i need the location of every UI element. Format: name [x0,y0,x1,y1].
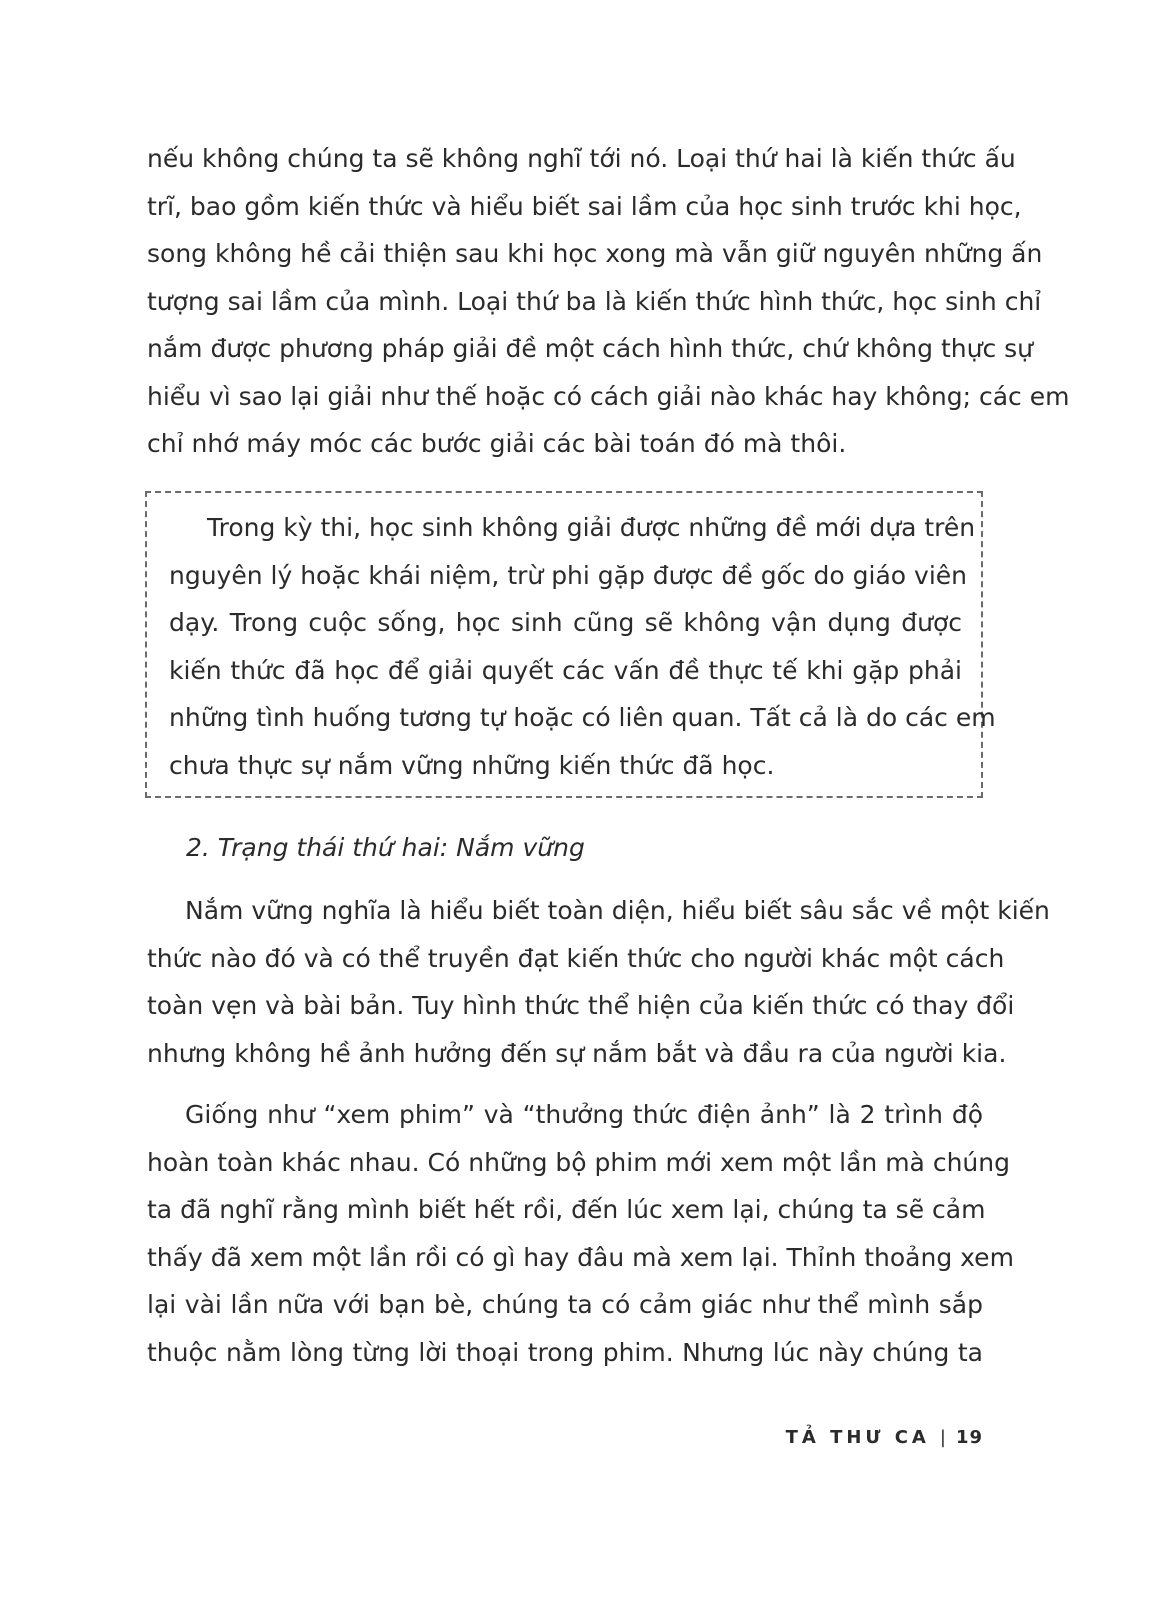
callout-line: Trong kỳ thi, học sinh không giải được những đề mới dựa trên [207,513,976,542]
section-heading: 2. Trạng thái thứ hai: Nắm vững [186,833,585,862]
paragraph-line: hoàn toàn khác nhau. Có những bộ phim mới xem một lần mà chúng [147,1147,1010,1177]
footer-author: TẢ THƯ CA [785,1427,930,1448]
paragraph-line: chỉ nhớ máy móc các bước giải các bài toán đó mà thôi. [147,429,847,458]
paragraph-1 [147,135,1070,468]
paragraph-3 [147,1091,1014,1376]
paragraph-line: Nắm vững nghĩa là hiểu biết toàn diện, hiểu biết sâu sắc về một kiến [185,896,1050,925]
paragraph-line: lại vài lần nữa với bạn bè, chúng ta có cảm giác như thể mình sắp [147,1290,983,1319]
paragraph-line: ta đã nghĩ rằng mình biết hết rồi, đến lúc xem lại, chúng ta sẽ cảm [147,1195,986,1224]
page-footer [786,1427,983,1448]
paragraph-line: Giống như “xem phim” và “thưởng thức điện ảnh” là 2 trình độ [185,1100,983,1129]
callout-box [145,491,996,798]
page-number: 19 [955,1427,983,1448]
paragraph-line: song không hề cải thiện sau khi học xong mà vẫn giữ nguyên những ấn [147,239,1043,268]
callout-text [169,504,996,789]
paragraph-line: thuộc nằm lòng từng lời thoại trong phim. Nhưng lúc này chúng ta [147,1337,983,1367]
paragraph-line: thấy đã xem một lần rồi có gì hay đâu mà xem lại. Thỉnh thoảng xem [147,1242,1014,1272]
paragraph-line: hiểu vì sao lại giải như thế hoặc có cách giải nào khác hay không; các em [147,381,1070,411]
footer-separator: | [939,1427,946,1448]
paragraph-line: nếu không chúng ta sẽ không nghĩ tới nó. Loại thứ hai là kiến thức ấu [147,144,1016,173]
paragraph-2 [147,887,1050,1077]
callout-line: những tình huống tương tự hoặc có liên quan. Tất cả là do các em [169,703,996,732]
callout-line: dạy. Trong cuộc sống, học sinh cũng sẽ không vận dụng được [169,608,962,637]
paragraph-line: toàn vẹn và bài bản. Tuy hình thức thể hiện của kiến thức có thay đổi [147,991,1015,1020]
paragraph-line: thức nào đó và có thể truyền đạt kiến thức cho người khác một cách [147,943,1005,973]
paragraph-line: nắm được phương pháp giải đề một cách hình thức, chứ không thực sự [147,334,1034,363]
paragraph-line: nhưng không hề ảnh hưởng đến sự nắm bắt và đầu ra của người kia. [147,1038,1007,1068]
paragraph-line: trĩ, bao gồm kiến thức và hiểu biết sai lầm của học sinh trước khi học, [147,191,1022,221]
callout-line: nguyên lý hoặc khái niệm, trừ phi gặp được đề gốc do giáo viên [169,560,968,590]
callout-line: chưa thực sự nắm vững những kiến thức đã học. [169,750,775,780]
callout-line: kiến thức đã học để giải quyết các vấn đề thực tế khi gặp phải [169,655,962,685]
paragraph-line: tượng sai lầm của mình. Loại thứ ba là kiến thức hình thức, học sinh chỉ [147,286,1042,316]
